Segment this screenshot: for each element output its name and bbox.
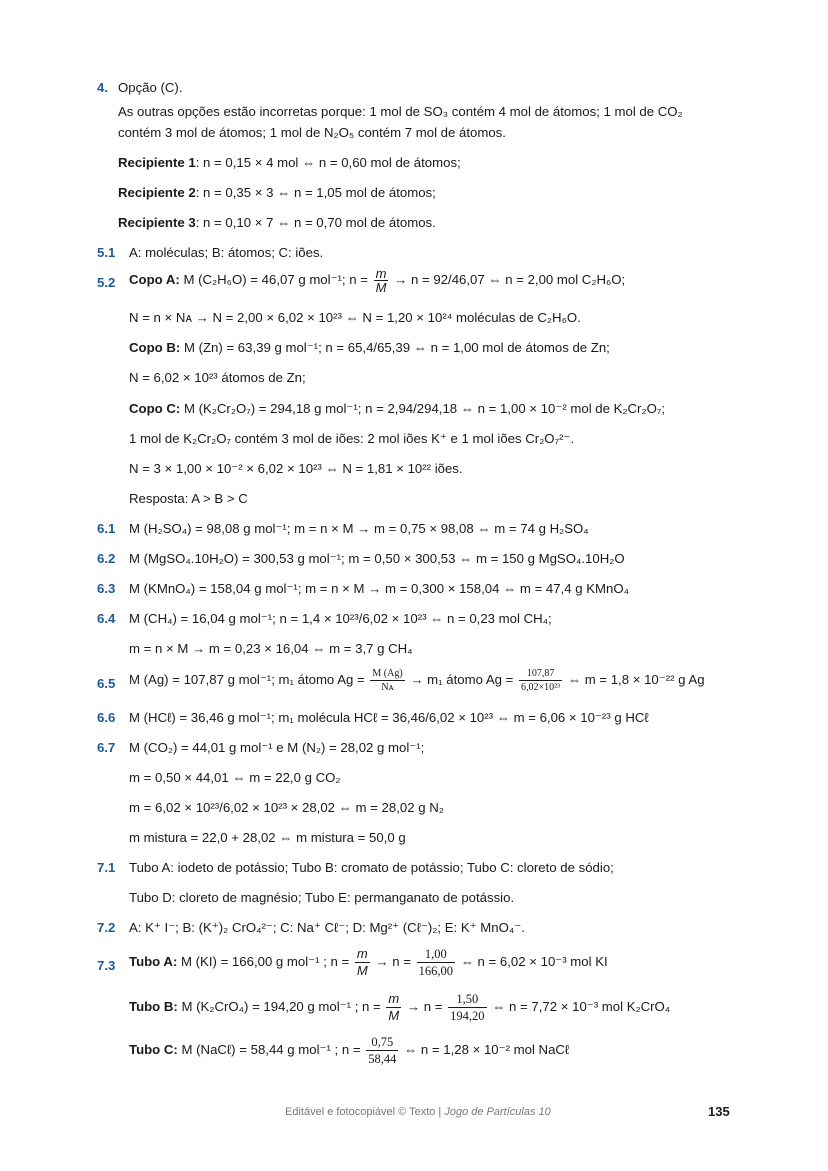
text-line: M (CH₄) = 16,04 g mol⁻¹; n = 1,4 × 10²³/6,02 × 10²³ ⇔ n = 0,23 mol CH₄; <box>129 611 552 626</box>
item-number: 4. <box>97 80 108 95</box>
item-number: 6.6 <box>97 710 116 725</box>
text-line: m mistura = 22,0 + 28,02 ⇔ m mistura = 50,0 g <box>129 830 406 845</box>
item-number: 6.3 <box>97 581 116 596</box>
text-line: N = n × Nᴀ → N = 2,00 × 6,02 × 10²³ ⇔ N = 1,20 × 10²⁴ moléculas de C₂H₆O. <box>129 310 581 325</box>
item-number: 7.1 <box>97 860 116 875</box>
text-line: As outras opções estão incorretas porque: 1 mol de SO₃ contém 4 mol de átomos; 1 mol de CO₂ <box>118 104 683 119</box>
text-line: Tubo A: iodeto de potássio; Tubo B: cromato de potássio; Tubo C: cloreto de sódio; <box>129 860 614 875</box>
item-number: 6.1 <box>97 521 116 536</box>
text-line: A: K⁺ I⁻; B: (K⁺)₂ CrO₄²⁻; C: Na⁺ Cℓ⁻; D: Mg²⁺ (Cℓ⁻)₂; E: K⁺ MnO₄⁻. <box>129 920 525 935</box>
item-number: 6.5 <box>97 676 116 691</box>
item-number: 5.2 <box>97 275 116 290</box>
text-line: Tubo A: M (KI) = 166,00 g mol⁻¹ ; n = $\frac{m}{M}$ → n = $\frac{1,00}{166,00}$ ⇔ n = 6,02 × 10⁻³ mol KI <box>129 946 608 978</box>
text-line: M (HCℓ) = 36,46 g mol⁻¹; m₁ molécula HCℓ = 36,46/6,02 × 10²³ ⇔ m = 6,06 × 10⁻²³ g HCℓ <box>129 710 649 725</box>
text-line: Tubo C: M (NaCℓ) = 58,44 g mol⁻¹ ; n = $\frac{0,75}{58,44}$ ⇔ n = 1,28 × 10⁻² mol NaCℓ <box>129 1035 570 1066</box>
page-number: 135 <box>708 1104 730 1119</box>
text-line: A: moléculas; B: átomos; C: iões. <box>129 245 324 260</box>
text-line: Recipiente 3: n = 0,10 × 7 ⇔ n = 0,70 mol de átomos. <box>118 215 436 230</box>
text-line: M (CO₂) = 44,01 g mol⁻¹ e M (N₂) = 28,02 g mol⁻¹; <box>129 740 425 755</box>
text-line: Tubo D: cloreto de magnésio; Tubo E: permanganato de potássio. <box>129 890 515 905</box>
text-line: Recipiente 2: n = 0,35 × 3 ⇔ n = 1,05 mol de átomos; <box>118 185 436 200</box>
text-line: m = n × M → m = 0,23 × 16,04 ⇔ m = 3,7 g CH₄ <box>129 641 413 656</box>
text-line: m = 0,50 × 44,01 ⇔ m = 22,0 g CO₂ <box>129 770 341 785</box>
footer-credit: Editável e fotocopiável © Texto | Jogo de Partículas 10 <box>285 1106 551 1118</box>
item-number: 7.2 <box>97 920 116 935</box>
text-line: m = 6,02 × 10²³/6,02 × 10²³ × 28,02 ⇔ m = 28,02 g N₂ <box>129 800 444 815</box>
text-line: Tubo B: M (K₂CrO₄) = 194,20 g mol⁻¹ ; n = $\frac{m}{M}$ → n = $\frac{1,50}{194,20}$ ⇔ n = 7,72 × 10⁻³ mol K₂CrO₄ <box>129 991 671 1023</box>
text-line: M (Ag) = 107,87 g mol⁻¹; m₁ átomo Ag = $\frac{M (Ag)}{\text{Nᴀ}}$ → m₁ átomo Ag = $\frac{107,87}{\text{6,02×10²³}}$ ⇔ m = 1,8 × 10⁻²² g Ag <box>129 668 705 693</box>
text-line: Copo A: M (C₂H₆O) = 46,07 g mol⁻¹; n = $\frac{m}{M}$ → n = 92/46,07 ⇔ n = 2,00 mol C₂H₆O; <box>129 266 626 295</box>
text-line: Copo C: M (K₂Cr₂O₇) = 294,18 g mol⁻¹; n = 2,94/294,18 ⇔ n = 1,00 × 10⁻² mol de K₂Cr₂O₇; <box>129 401 666 416</box>
item-number: 6.4 <box>97 611 116 626</box>
item-number: 6.7 <box>97 740 116 755</box>
text-line: Recipiente 1: n = 0,15 × 4 mol ⇔ n = 0,60 mol de átomos; <box>118 155 461 170</box>
text-line: N = 6,02 × 10²³ átomos de Zn; <box>129 370 306 385</box>
answer-option: Opção (C). <box>118 80 183 95</box>
text-line: N = 3 × 1,00 × 10⁻² × 6,02 × 10²³ ⇔ N = 1,81 × 10²² iões. <box>129 461 463 476</box>
text-line: M (KMnO₄) = 158,04 g mol⁻¹; m = n × M → m = 0,300 × 158,04 ⇔ m = 47,4 g KMnO₄ <box>129 581 630 596</box>
text-line: 1 mol de K₂Cr₂O₇ contém 3 mol de iões: 2 mol iões K⁺ e 1 mol iões Cr₂O₇²⁻. <box>129 431 575 446</box>
text-line: Resposta: A > B > C <box>129 491 248 506</box>
text-line: Copo B: M (Zn) = 63,39 g mol⁻¹; n = 65,4/65,39 ⇔ n = 1,00 mol de átomos de Zn; <box>129 340 610 355</box>
text-line: contém 3 mol de átomos; 1 mol de N₂O₅ contém 7 mol de átomos. <box>118 125 506 140</box>
item-number: 7.3 <box>97 958 116 973</box>
text-line: M (H₂SO₄) = 98,08 g mol⁻¹; m = n × M → m = 0,75 × 98,08 ⇔ m = 74 g H₂SO₄ <box>129 521 589 536</box>
text-line: M (MgSO₄.10H₂O) = 300,53 g mol⁻¹; m = 0,50 × 300,53 ⇔ m = 150 g MgSO₄.10H₂O <box>129 551 625 566</box>
item-number: 6.2 <box>97 551 116 566</box>
item-number: 5.1 <box>97 245 116 260</box>
